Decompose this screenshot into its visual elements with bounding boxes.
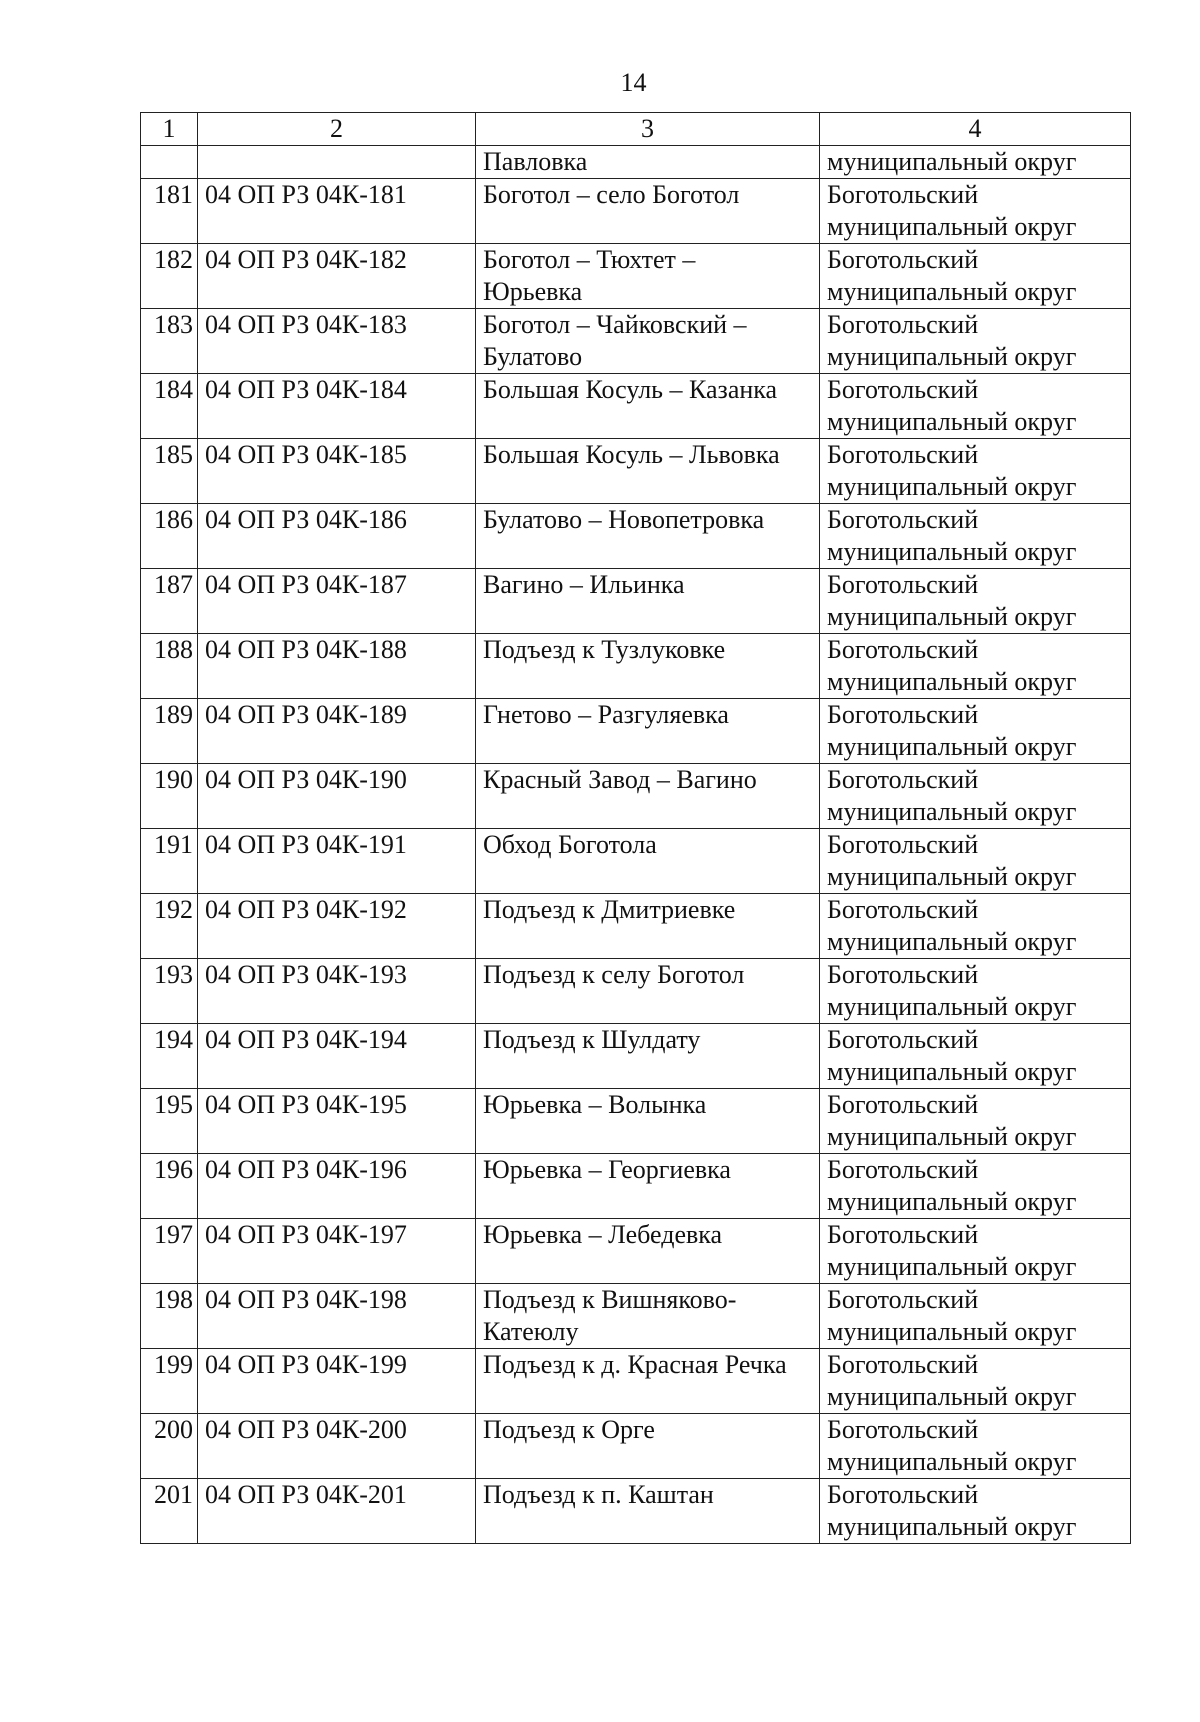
table-row <box>141 374 1131 439</box>
cell-number <box>141 146 198 179</box>
cell-number: 191 <box>141 829 198 894</box>
cell-district: Боготольский муниципальный округ <box>820 1219 1131 1284</box>
roads-table-body <box>141 113 1131 1544</box>
cell-number: 194 <box>141 1024 198 1089</box>
table-row <box>141 699 1131 764</box>
cell-district: муниципальный округ <box>820 146 1131 179</box>
cell-road-code: 04 ОП РЗ 04К-192 <box>198 894 476 959</box>
cell-road-code: 04 ОП РЗ 04К-201 <box>198 1479 476 1544</box>
cell-number: 185 <box>141 439 198 504</box>
column-header-1: 1 <box>141 113 198 146</box>
cell-road-code <box>198 146 476 179</box>
cell-district: Боготольский муниципальный округ <box>820 1414 1131 1479</box>
cell-district: Боготольский муниципальный округ <box>820 309 1131 374</box>
cell-road-name: Боготол – Чайковский – Булатово <box>476 309 820 374</box>
cell-district: Боготольский муниципальный округ <box>820 1089 1131 1154</box>
cell-road-name: Павловка <box>476 146 820 179</box>
cell-district: Боготольский муниципальный округ <box>820 439 1131 504</box>
table-row <box>141 1219 1131 1284</box>
cell-road-name: Боготол – село Боготол <box>476 179 820 244</box>
cell-road-code: 04 ОП РЗ 04К-198 <box>198 1284 476 1349</box>
table-row <box>141 1479 1131 1544</box>
cell-road-name: Юрьевка – Лебедевка <box>476 1219 820 1284</box>
cell-road-name: Юрьевка – Георгиевка <box>476 1154 820 1219</box>
cell-district: Боготольский муниципальный округ <box>820 569 1131 634</box>
cell-district: Боготольский муниципальный округ <box>820 894 1131 959</box>
cell-number: 183 <box>141 309 198 374</box>
cell-road-code: 04 ОП РЗ 04К-194 <box>198 1024 476 1089</box>
cell-number: 198 <box>141 1284 198 1349</box>
cell-road-code: 04 ОП РЗ 04К-197 <box>198 1219 476 1284</box>
column-header-3: 3 <box>476 113 820 146</box>
table-row <box>141 439 1131 504</box>
cell-road-code: 04 ОП РЗ 04К-191 <box>198 829 476 894</box>
cell-road-code: 04 ОП РЗ 04К-190 <box>198 764 476 829</box>
table-row <box>141 634 1131 699</box>
cell-road-name: Подъезд к д. Красная Речка <box>476 1349 820 1414</box>
cell-road-code: 04 ОП РЗ 04К-182 <box>198 244 476 309</box>
cell-district: Боготольский муниципальный округ <box>820 764 1131 829</box>
cell-road-code: 04 ОП РЗ 04К-188 <box>198 634 476 699</box>
cell-number: 197 <box>141 1219 198 1284</box>
cell-road-code: 04 ОП РЗ 04К-200 <box>198 1414 476 1479</box>
cell-number: 190 <box>141 764 198 829</box>
cell-district: Боготольский муниципальный округ <box>820 244 1131 309</box>
column-header-4: 4 <box>820 113 1131 146</box>
cell-number: 199 <box>141 1349 198 1414</box>
cell-road-name: Вагино – Ильинка <box>476 569 820 634</box>
cell-road-code: 04 ОП РЗ 04К-185 <box>198 439 476 504</box>
cell-district: Боготольский муниципальный округ <box>820 374 1131 439</box>
cell-road-name: Большая Косуль – Львовка <box>476 439 820 504</box>
cell-district: Боготольский муниципальный округ <box>820 959 1131 1024</box>
cell-district: Боготольский муниципальный округ <box>820 504 1131 569</box>
cell-road-name: Подъезд к Шулдату <box>476 1024 820 1089</box>
cell-number: 189 <box>141 699 198 764</box>
cell-road-code: 04 ОП РЗ 04К-186 <box>198 504 476 569</box>
cell-road-name: Обход Боготола <box>476 829 820 894</box>
cell-district: Боготольский муниципальный округ <box>820 1479 1131 1544</box>
cell-number: 196 <box>141 1154 198 1219</box>
continuation-row <box>141 146 1131 179</box>
table-row <box>141 569 1131 634</box>
cell-district: Боготольский муниципальный округ <box>820 1284 1131 1349</box>
table-row <box>141 1089 1131 1154</box>
cell-road-code: 04 ОП РЗ 04К-187 <box>198 569 476 634</box>
cell-road-name: Красный Завод – Вагино <box>476 764 820 829</box>
table-row <box>141 894 1131 959</box>
cell-number: 193 <box>141 959 198 1024</box>
cell-road-code: 04 ОП РЗ 04К-184 <box>198 374 476 439</box>
cell-road-name: Подъезд к Тузлуковке <box>476 634 820 699</box>
table-row <box>141 764 1131 829</box>
table-row <box>141 504 1131 569</box>
table-row <box>141 1154 1131 1219</box>
cell-road-code: 04 ОП РЗ 04К-195 <box>198 1089 476 1154</box>
table-row <box>141 959 1131 1024</box>
cell-number: 182 <box>141 244 198 309</box>
table-row <box>141 1349 1131 1414</box>
cell-district: Боготольский муниципальный округ <box>820 634 1131 699</box>
cell-road-name: Юрьевка – Волынка <box>476 1089 820 1154</box>
table-row <box>141 1414 1131 1479</box>
cell-district: Боготольский муниципальный округ <box>820 1154 1131 1219</box>
cell-road-name: Подъезд к п. Каштан <box>476 1479 820 1544</box>
cell-road-code: 04 ОП РЗ 04К-196 <box>198 1154 476 1219</box>
cell-number: 200 <box>141 1414 198 1479</box>
cell-road-code: 04 ОП РЗ 04К-193 <box>198 959 476 1024</box>
table-row <box>141 829 1131 894</box>
roads-table <box>140 112 1131 1544</box>
cell-number: 201 <box>141 1479 198 1544</box>
cell-number: 188 <box>141 634 198 699</box>
cell-road-code: 04 ОП РЗ 04К-189 <box>198 699 476 764</box>
cell-road-code: 04 ОП РЗ 04К-199 <box>198 1349 476 1414</box>
cell-number: 192 <box>141 894 198 959</box>
cell-road-name: Подъезд к Орге <box>476 1414 820 1479</box>
table-header-row <box>141 113 1131 146</box>
cell-district: Боготольский муниципальный округ <box>820 1349 1131 1414</box>
cell-road-name: Большая Косуль – Казанка <box>476 374 820 439</box>
page-number: 14 <box>620 68 647 97</box>
table-row <box>141 1284 1131 1349</box>
cell-district: Боготольский муниципальный округ <box>820 699 1131 764</box>
table-row <box>141 244 1131 309</box>
cell-number: 195 <box>141 1089 198 1154</box>
cell-road-name: Гнетово – Разгуляевка <box>476 699 820 764</box>
table-row <box>141 309 1131 374</box>
cell-district: Боготольский муниципальный округ <box>820 179 1131 244</box>
cell-number: 187 <box>141 569 198 634</box>
cell-number: 181 <box>141 179 198 244</box>
cell-district: Боготольский муниципальный округ <box>820 829 1131 894</box>
cell-number: 184 <box>141 374 198 439</box>
column-header-2: 2 <box>198 113 476 146</box>
cell-road-name: Подъезд к селу Боготол <box>476 959 820 1024</box>
cell-number: 186 <box>141 504 198 569</box>
cell-road-name: Подъезд к Дмитриевке <box>476 894 820 959</box>
cell-district: Боготольский муниципальный округ <box>820 1024 1131 1089</box>
cell-road-name: Боготол – Тюхтет – Юрьевка <box>476 244 820 309</box>
cell-road-code: 04 ОП РЗ 04К-181 <box>198 179 476 244</box>
cell-road-name: Булатово – Новопетровка <box>476 504 820 569</box>
table-row <box>141 1024 1131 1089</box>
cell-road-code: 04 ОП РЗ 04К-183 <box>198 309 476 374</box>
table-row <box>141 179 1131 244</box>
cell-road-name: Подъезд к Вишняково- Катеюлу <box>476 1284 820 1349</box>
